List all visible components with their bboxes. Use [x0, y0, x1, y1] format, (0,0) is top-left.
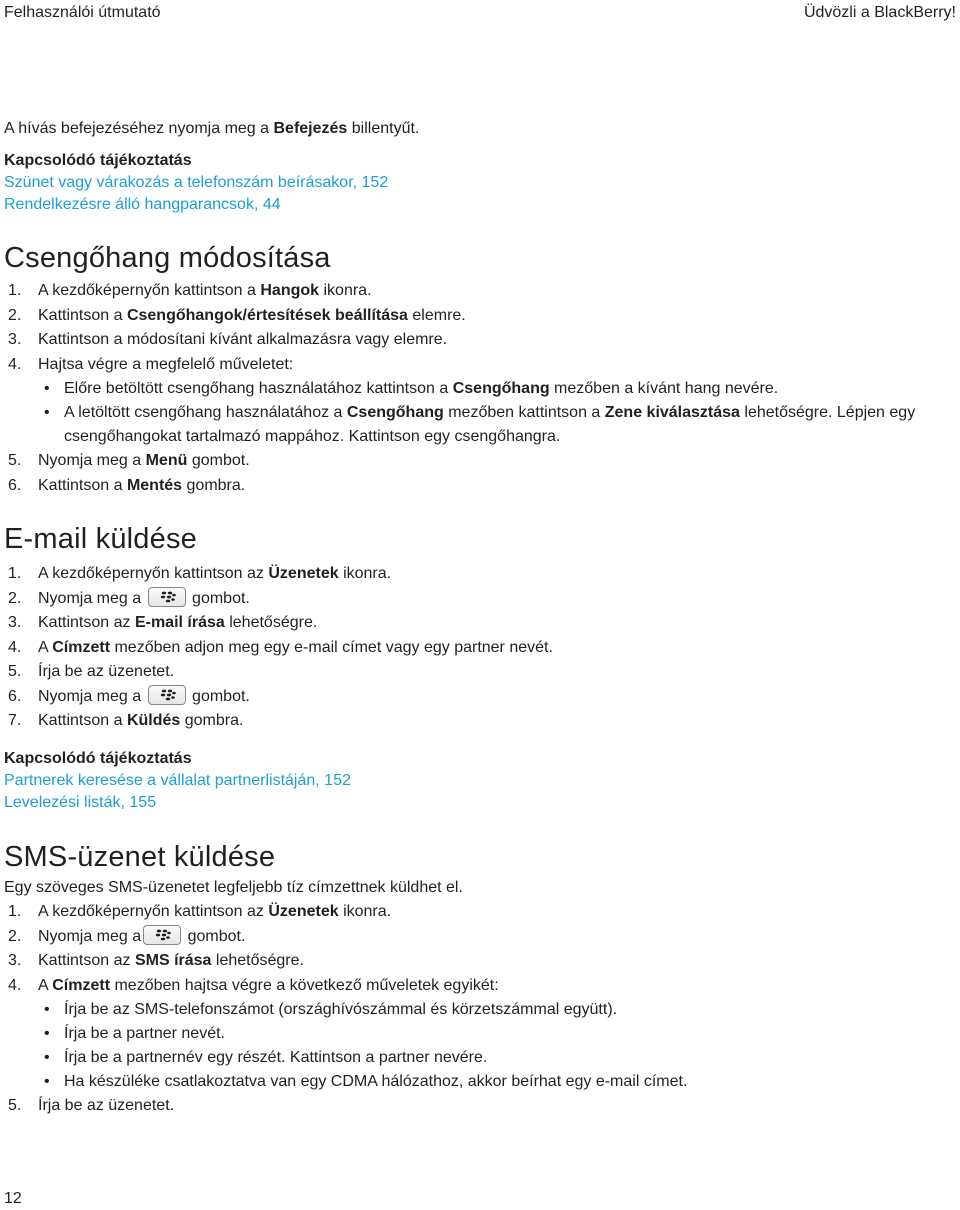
- step-item: 3. Kattintson az E-mail írása lehetőségre.: [8, 614, 318, 631]
- bullet-item: • Ha készüléke csatlakoztatva van egy CDMA hálózathoz, akkor beírhat egy e-mail címet.: [44, 1073, 688, 1090]
- step-item: 5. Írja be az üzenetet.: [8, 663, 175, 680]
- bullet-item: • Írja be az SMS-telefonszámot (országhívószámmal és körzetszámmal együtt).: [44, 1001, 618, 1018]
- step-item: 2. Kattintson a Csengőhangok/értesítések beállítása elemre.: [8, 306, 466, 324]
- bullet-item: • A letöltött csengőhang használatához a Csengőhang mezőben kattintson a Zene kiválasztása lehetőségre. Lépjen egy csengőhangokat tartalmazó mappához. Kattintson egy csengőhangra.: [44, 404, 916, 445]
- section-ringtone: [4, 241, 954, 498]
- related-info-1: [4, 150, 954, 216]
- page-number: 12: [4, 1190, 22, 1207]
- step-item: 4. A Címzett mezőben hajtsa végre a következő műveletek egyikét:: [8, 976, 499, 994]
- bullet-list: [4, 998, 954, 1094]
- header-doc-title: Felhasználói útmutató: [4, 4, 161, 21]
- section-intro: Egy szöveges SMS-üzenetet legfeljebb tíz címzettnek küldhet el.: [4, 879, 463, 896]
- steps-list: [4, 1094, 954, 1119]
- blackberry-menu-key-icon: [148, 587, 186, 607]
- related-info-2: [4, 748, 954, 814]
- step-item: 3. Kattintson a módosítani kívánt alkalmazásra vagy elemre.: [8, 331, 448, 348]
- step-item: 1. A kezdőképernyőn kattintson az Üzenetek ikonra.: [8, 903, 392, 920]
- section-sms: [4, 840, 954, 1119]
- step-item: 2. Nyomja meg a gombot.: [4, 925, 954, 950]
- step-item: 3. Kattintson az SMS írása lehetőségre.: [8, 952, 304, 969]
- steps-list: [4, 279, 954, 377]
- related-link[interactable]: Partnerek keresése a vállalat partnerlistáján, 152: [4, 772, 351, 789]
- bullet-item: • Írja be a partner nevét.: [44, 1025, 225, 1042]
- bullet-item: • Előre betöltött csengőhang használatához kattintson a Csengőhang mezőben a kívánt hang nevére.: [44, 380, 779, 397]
- step-item: 4. A Címzett mezőben adjon meg egy e-mail címet vagy egy partner nevét.: [8, 638, 553, 656]
- steps-list: [4, 562, 954, 734]
- step-item: 5. Írja be az üzenetet.: [8, 1097, 175, 1114]
- bullet-list: [4, 377, 954, 449]
- header-section-title: Üdvözli a BlackBerry!: [803, 4, 956, 21]
- intro-paragraph: A hívás befejezéséhez nyomja meg a Befejezés billentyűt.: [4, 120, 420, 137]
- related-info-title: Kapcsolódó tájékoztatás: [4, 152, 192, 169]
- bullet-item: • Írja be a partnernév egy részét. Kattintson a partner nevére.: [44, 1049, 488, 1066]
- step-item: 4. Hajtsa végre a megfelelő műveletet:: [8, 355, 294, 373]
- step-item: 6. Nyomja meg a gombot.: [4, 685, 954, 710]
- blackberry-menu-key-icon: [148, 685, 186, 705]
- section-email: [4, 522, 954, 734]
- section-heading: E-mail küldése: [4, 523, 197, 555]
- section-heading: Csengőhang módosítása: [4, 242, 331, 274]
- steps-list: [4, 900, 954, 998]
- blackberry-menu-key-icon: [143, 925, 181, 945]
- related-info-title: Kapcsolódó tájékoztatás: [4, 750, 192, 767]
- step-item: 1. A kezdőképernyőn kattintson a Hangok ikonra.: [8, 282, 372, 299]
- related-link[interactable]: Levelezési listák, 155: [4, 794, 157, 811]
- step-item: 5. Nyomja meg a Menü gombot.: [8, 452, 250, 469]
- section-heading: SMS-üzenet küldése: [4, 841, 276, 873]
- related-link[interactable]: Rendelkezésre álló hangparancsok, 44: [4, 196, 281, 213]
- steps-list: [4, 449, 954, 498]
- step-item: 7. Kattintson a Küldés gombra.: [8, 712, 244, 729]
- related-link[interactable]: Szünet vagy várakozás a telefonszám beírásakor, 152: [4, 174, 389, 191]
- step-item: 2. Nyomja meg a gombot.: [4, 587, 954, 612]
- step-item: 1. A kezdőképernyőn kattintson az Üzenetek ikonra.: [8, 565, 392, 582]
- step-item: 6. Kattintson a Mentés gombra.: [8, 476, 246, 494]
